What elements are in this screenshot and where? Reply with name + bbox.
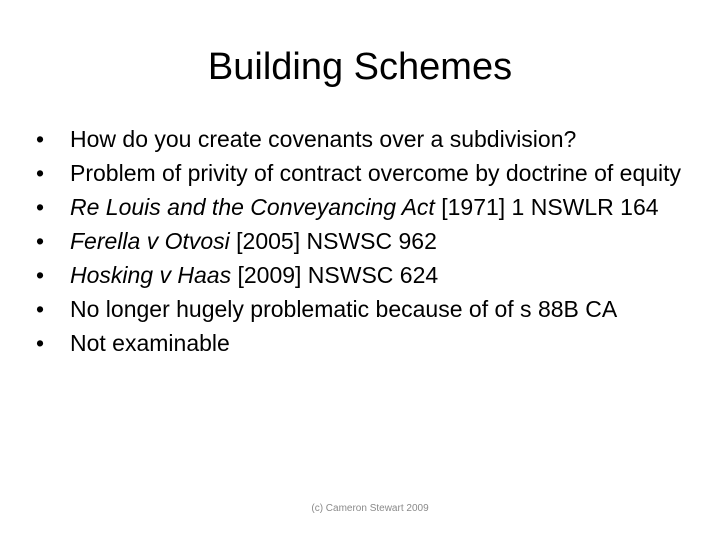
case-name: Hosking v Haas <box>70 262 232 288</box>
bullet-text: How do you create covenants over a subdivision? <box>70 126 577 152</box>
bullet-item <box>36 192 686 222</box>
case-citation: [2005] NSWSC 962 <box>229 228 437 254</box>
bullet-text: Not examinable <box>70 330 230 356</box>
case-name: Re Louis and the Conveyancing Act <box>70 194 435 220</box>
bullet-item <box>36 260 686 290</box>
case-name: Ferella v Otvosi <box>70 228 230 254</box>
bullet-item <box>36 226 686 256</box>
bullet-text: No longer hugely problematic because of of s 88B CA <box>70 296 618 322</box>
bullet-icon: • <box>36 194 45 220</box>
bullet-item <box>36 124 686 154</box>
bullet-item <box>36 328 686 358</box>
case-citation: [2009] NSWSC 624 <box>231 262 439 288</box>
slide-title: Building Schemes <box>207 46 513 88</box>
bullet-text: Problem of privity of contract overcome by doctrine of equity <box>70 160 682 186</box>
case-citation: [1971] 1 NSWLR 164 <box>434 194 659 220</box>
bullet-item <box>36 294 686 324</box>
bullet-list <box>36 124 686 362</box>
bullet-icon: • <box>36 160 45 186</box>
bullet-item <box>36 158 686 188</box>
bullet-icon: • <box>36 228 45 254</box>
bullet-icon: • <box>36 262 45 288</box>
bullet-icon: • <box>36 330 45 356</box>
bullet-icon: • <box>36 296 45 322</box>
bullet-icon: • <box>36 126 45 152</box>
footer-copyright: (c) Cameron Stewart 2009 <box>311 503 429 514</box>
